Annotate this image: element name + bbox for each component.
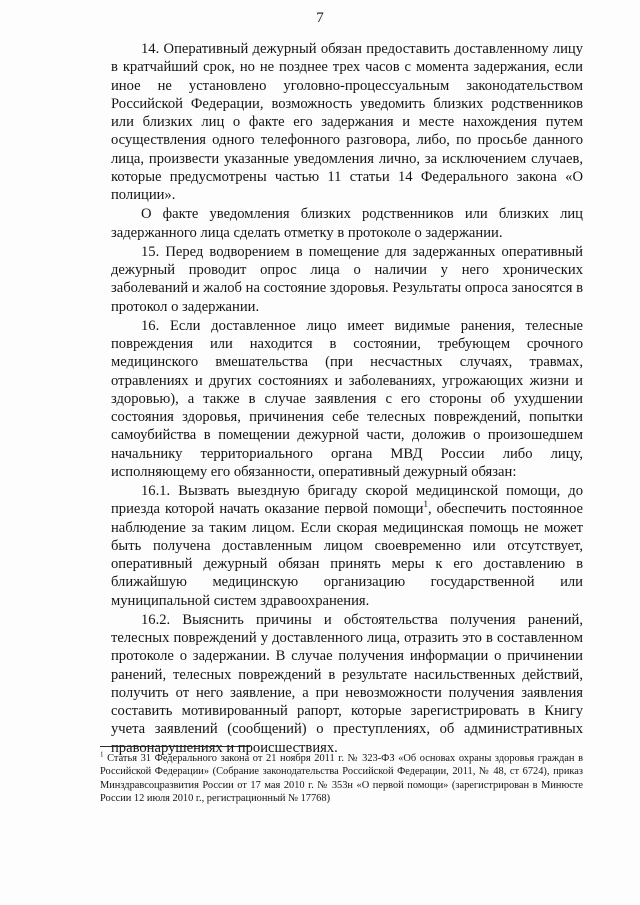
paragraph-16-2: 16.2. Выяснить причины и обстоятельства получения ранений, телесных повреждений у доставленного лица, отразить это в составленном протоколе о задержании. В случае получения информации о причинении ранений, телесных повреждений в результате насильственных действий, получить от него заявление, а при невозможности получения заявления составить мотивированный рапорт, которые зарегистрировать в Книгу учета заявлений (сообщений) о преступлениях, об административных правонарушениях и происшествиях. (111, 611, 583, 756)
paragraph-14-note: О факте уведомления близких родственников или близких лиц задержанного лица сделать отметку в протоколе о задержании. (111, 206, 583, 241)
footnote-divider (100, 746, 250, 747)
paragraph-15: 15. Перед водворением в помещение для задержанных оперативный дежурный проводит опрос лица о наличии у него хронических заболеваний и жалоб на состояние здоровья. Результаты опроса заносятся в протокол о задержании. (111, 243, 583, 315)
paragraph-16-1-text-start: 16.1. Вызвать выездную бригаду скорой медицинской помощи, до приезда которой начать оказание первой помощи (111, 483, 583, 518)
page-number: 7 (316, 10, 324, 26)
footnote-text: Статья 31 Федерального закона от 21 ноября 2011 г. № 323-ФЗ «Об основах охраны здоровья граждан в Российской Федерации» (Собрание законодательства Российской Федерации, 2011, № 48, ст 6724), приказ Минздравсоцразвития России от 17 мая 2010 г. № 353н «О первой помощи» (зарегистрирован в Минюсте России 12 июля 2010 г., регистрационный № 17768) (100, 753, 583, 804)
footnote-marker: 1 (100, 750, 104, 759)
footnote-reference[interactable]: 1 (423, 499, 428, 510)
document-body (111, 40, 583, 757)
paragraph-16: 16. Если доставленное лицо имеет видимые ранения, телесные повреждения или находится в состоянии, требующем срочного медицинского вмешательства (при несчастных случаях, травмах, отравлениях и других состояниях и заболеваниях, угрожающих жизни и здоровью), а также в случае заявления с его стороны об ухудшении состояния здоровья, причинения себе телесных повреждений, попытки самоубийства в помещении дежурной части, доложив о произошедшем начальнику территориального органа МВД России либо лицу, исполняющему его обязанности, оперативный дежурный обязан: (111, 317, 583, 480)
paragraph-16-1 (111, 482, 583, 610)
paragraph-14: 14. Оперативный дежурный обязан предоставить доставленному лицу в кратчайший срок, но не позднее трех часов с момента задержания, если иное не установлено уголовно-процессуальным законодательством Российской Федерации, возможность уведомить близких родственников или близких лиц о факте его задержания и месте нахождения путем осуществления одного телефонного разговора, либо, по просьбе данного лица, произвести указанные уведомления лично, за исключением случаев, которые предусмотрены частью 11 статьи 14 Федерального закона «О полиции». (111, 41, 583, 203)
footnote (100, 752, 583, 805)
paragraph-16-1-text-end: , обеспечить постоянное наблюдение за таким лицом. Если скорая медицинская помощь не может быть получена доставленным лицом своевременно или отсутствует, оперативный дежурный обязан принять меры к его доставлению в ближайшую медицинскую организацию государственной или муниципальной систем здравоохранения. (111, 501, 584, 609)
